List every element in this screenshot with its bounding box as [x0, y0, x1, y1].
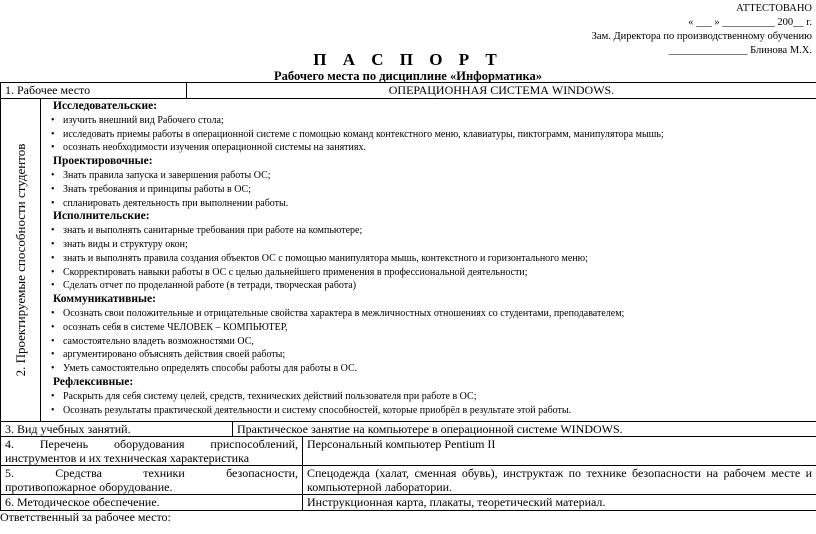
- row-abilities: [1, 99, 816, 422]
- ability-list-item: • исследовать приемы работы в операционной системе с помощью команд контекстного меню, клавиатуры, пиктограмм, манипулятора мышь;: [45, 128, 812, 142]
- approval-signature: _______________ Блинова М.Х.: [668, 45, 812, 56]
- workplace-label: 1. Рабочее место: [1, 83, 187, 99]
- equipment-label-line2: инструментов и их техническая характеристика: [5, 451, 250, 465]
- safety-label-line1: 5. Средства техники безопасности,: [5, 466, 298, 480]
- ability-list-item: • самостоятельно владеть возможностями ОС,: [45, 335, 812, 349]
- ability-category-heading: Проектировочные:: [53, 155, 153, 168]
- passport-table: [0, 82, 816, 511]
- row-workplace: [1, 83, 816, 99]
- ability-list-item: • Знать правила запуска и завершения работы ОС;: [45, 169, 812, 183]
- safety-value-line2: компьютерной лаборатории.: [307, 480, 453, 494]
- ability-list-item: • знать и выполнять правила создания объектов ОС с помощью манипулятора мышь, контекстного и горизонтального меню;: [45, 252, 812, 266]
- ability-category-heading: Коммуникативные:: [53, 293, 156, 306]
- equipment-label: [1, 437, 303, 466]
- class-type-value: Практическое занятие на компьютере в операционной системе WINDOWS.: [233, 422, 816, 437]
- ability-category-heading: Рефлексивные:: [53, 375, 134, 388]
- document-subtitle: Рабочего места по дисциплине «Информатика»: [273, 69, 543, 83]
- ability-list-item: • спланировать деятельность при выполнении работы.: [45, 197, 812, 211]
- approval-position: Зам. Директора по производственному обучению: [591, 31, 812, 42]
- ability-list-item: • Сделать отчет по проделанной работе (в тетради, творческая работа): [45, 279, 812, 293]
- ability-category-heading: Исполнительские:: [53, 210, 150, 223]
- ability-list-item: • знать виды и структуру окон;: [45, 238, 812, 252]
- ability-list-item: • Раскрыть для себя систему целей, средств, технических действий пользователя при работе в ОС;: [45, 390, 812, 404]
- safety-label: [1, 466, 303, 495]
- safety-value: [303, 466, 816, 495]
- equipment-label-line1: 4. Перечень оборудования приспособлений,: [5, 437, 298, 451]
- approval-title: АТТЕСТОВАНО: [736, 3, 812, 14]
- ability-list-item: • осознать себя в системе ЧЕЛОВЕК – КОМПЬЮТЕР,: [45, 321, 812, 335]
- ability-list-item: • Осознать результаты практической деятельности и систему способностей, которые приобрёл в результате этой работы.: [45, 404, 812, 418]
- row-method: [1, 495, 816, 511]
- abilities-label: 2. Проектируемые способности студентов: [12, 143, 28, 377]
- safety-label-line2: противопожарное оборудование.: [5, 480, 173, 494]
- ability-list-item: • Знать требования и принципы работы в ОС;: [45, 183, 812, 197]
- ability-list-item: • знать и выполнять санитарные требования при работе на компьютере;: [45, 224, 812, 238]
- ability-list-item: • изучить внешний вид Рабочего стола;: [45, 114, 812, 128]
- row-safety: [1, 466, 816, 495]
- workplace-value: ОПЕРАЦИОННАЯ СИСТЕМА WINDOWS.: [187, 83, 816, 99]
- row-equipment: [1, 437, 816, 466]
- class-type-label: 3. Вид учебных занятий.: [1, 422, 233, 437]
- ability-list-item: • Уметь самостоятельно определять способы работы для работы в ОС.: [45, 362, 812, 376]
- document-title: П А С П О Р Т: [313, 50, 503, 69]
- ability-list-item: • осознать необходимости изучения операционной системы на занятиях.: [45, 141, 812, 155]
- ability-list-item: • аргументировано объяснять действия своей работы;: [45, 348, 812, 362]
- responsible-person-label: Ответственный за рабочее место:: [0, 510, 171, 524]
- ability-category-heading: Исследовательские:: [53, 100, 158, 112]
- row-class-type: [1, 422, 816, 437]
- equipment-value: Персональный компьютер Pentium II: [303, 437, 816, 466]
- abilities-label-cell: [1, 99, 41, 422]
- ability-list-item: • Осознать свои положительные и отрицательные свойства характера в межличностных отношениях со студентами, преподавателем;: [45, 307, 812, 321]
- safety-value-line1: Спецодежда (халат, сменная обувь), инструктаж по технике безопасности на рабочем месте и: [307, 466, 812, 480]
- ability-list-item: • Скорректировать навыки работы в ОС с целью дальнейшего применения в профессиональной деятельности;: [45, 266, 812, 280]
- approval-date: « ___ » __________ 200__ г.: [688, 17, 812, 28]
- method-value: Инструкционная карта, плакаты, теоретический материал.: [303, 495, 816, 511]
- method-label: 6. Методическое обеспечение.: [1, 495, 303, 511]
- abilities-content: [41, 99, 816, 422]
